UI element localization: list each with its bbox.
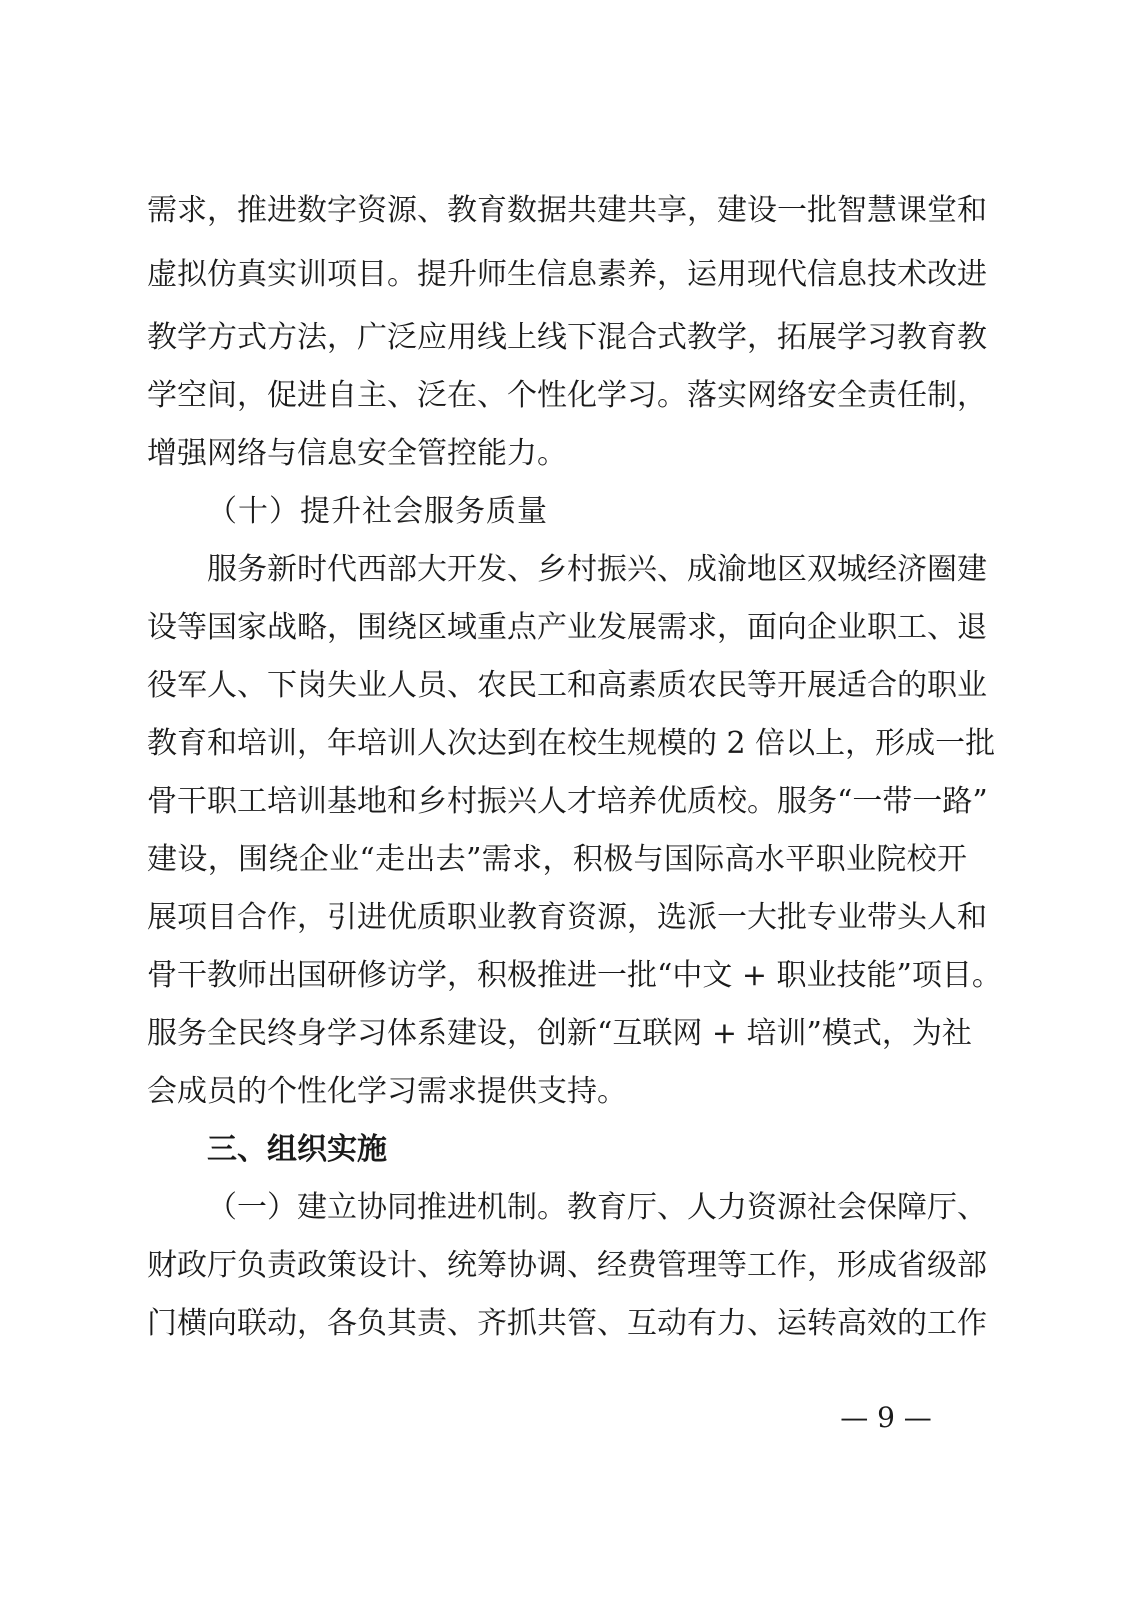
paragraph-line: 门横向联动，各负其责、齐抓共管、互动有力、运转高效的工作: [147, 1306, 987, 1341]
paragraph-line: 教学方式方法，广泛应用线上线下混合式教学，拓展学习教育教: [147, 320, 987, 355]
paragraph-line: 会成员的个性化学习需求提供支持。: [147, 1074, 627, 1109]
paragraph-line: 骨干教师出国研修访学，积极推进一批“中文 + 职业技能”项目。: [147, 958, 1002, 993]
paragraph-line: 役军人、下岗失业人员、农民工和高素质农民等开展适合的职业: [147, 668, 987, 703]
paragraph-line: 建设，围绕企业“走出去”需求，积极与国际高水平职业院校开: [147, 842, 967, 877]
paragraph-line: 教育和培训，年培训人次达到在校生规模的 2 倍以上，形成一批: [147, 726, 996, 761]
paragraph-line: 增强网络与信息安全管控能力。: [147, 436, 567, 471]
paragraph-line: 财政厅负责政策设计、统筹协调、经费管理等工作，形成省级部: [147, 1248, 987, 1283]
subheading-10: （十）提升社会服务质量: [207, 494, 548, 529]
page-number: — 9 —: [840, 1401, 932, 1434]
paragraph-line: 需求，推进数字资源、教育数据共建共享，建设一批智慧课堂和: [147, 193, 987, 228]
paragraph-line: 服务新时代西部大开发、乡村振兴、成渝地区双城经济圈建: [207, 552, 987, 587]
paragraph-line: 展项目合作，引进优质职业教育资源，选派一大批专业带头人和: [147, 900, 987, 935]
paragraph-line: 设等国家战略，围绕区域重点产业发展需求，面向企业职工、退: [147, 610, 987, 645]
section-heading: 三、组织实施: [207, 1132, 387, 1167]
paragraph-line: 服务全民终身学习体系建设，创新“互联网 + 培训”模式，为社: [147, 1016, 972, 1051]
paragraph-line: 骨干职工培训基地和乡村振兴人才培养优质校。服务“一带一路”: [147, 784, 988, 819]
paragraph-line: 虚拟仿真实训项目。提升师生信息素养，运用现代信息技术改进: [147, 257, 987, 292]
paragraph-line: 学空间，促进自主、泛在、个性化学习。落实网络安全责任制，: [147, 378, 987, 413]
paragraph-line: （一）建立协同推进机制。教育厅、人力资源社会保障厅、: [207, 1190, 987, 1225]
